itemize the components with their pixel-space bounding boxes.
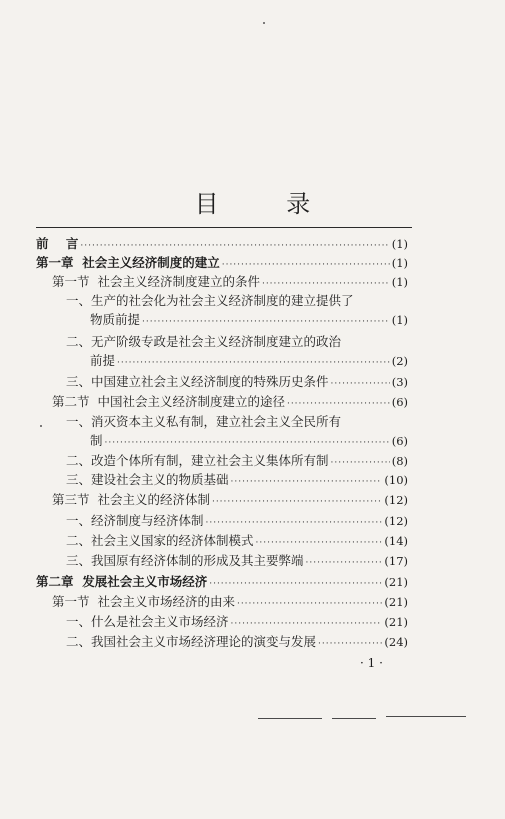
toc-entry-section-1-1: 第一节 社会主义经济制度建立的条件 ····· (1) <box>52 274 408 292</box>
toc-top-rule <box>36 227 412 228</box>
toc-entry-item-1-3-3: 三、我国原有经济体制的形成及其主要弊端 ····· (17) <box>66 553 408 571</box>
toc-entry-item-1-1-2: 二、无产阶级专政是社会主义经济制度建立的政治 <box>66 334 342 349</box>
scan-artifact-line <box>332 718 376 719</box>
toc-entry-item-1-3-2: 二、社会主义国家的经济体制模式 ····· (14) <box>66 533 408 551</box>
toc-entry-item-1-1-2-cont: 前提 ····· (2) <box>90 353 408 371</box>
toc-entry-item-1-1-1: 一、生产的社会化为社会主义经济制度的建立提供了 <box>66 293 354 308</box>
toc-entry-section-1-2: 第二节 中国社会主义经济制度建立的途径 ····· (6) <box>52 394 408 412</box>
scan-artifact-line <box>386 716 466 717</box>
toc-entry-section-1-3: 第三节 社会主义的经济体制 ····· (12) <box>52 492 408 510</box>
page-number: · 1 · <box>360 656 383 670</box>
toc-entry-chapter-2: 第二章 发展社会主义市场经济 ····· (21) <box>36 574 408 592</box>
scan-artifact-line <box>258 718 322 719</box>
toc-entry-item-1-1-1-cont: 物质前提 ····· (1) <box>90 312 408 330</box>
scan-speck <box>40 425 42 427</box>
toc-entry-item-1-3-1: 一、经济制度与经济体制 ····· (12) <box>66 513 408 531</box>
toc-entry-section-2-1: 第一节 社会主义市场经济的由来 ····· (21) <box>52 594 408 612</box>
toc-entry-item-1-2-1: 一、消灭资本主义私有制，建立社会主义全民所有 <box>66 414 342 429</box>
toc-entry-preface: 前 言 ····· (1) <box>36 236 408 254</box>
toc-entry-item-1-2-1-cont: 制 ····· (6) <box>90 433 408 451</box>
page-title: 目 录 <box>194 190 341 219</box>
toc-entry-item-2-1-2: 二、我国社会主义市场经济理论的演变与发展 ····· (24) <box>66 634 408 652</box>
toc-entry-item-1-2-3: 三、建设社会主义的物质基础 ····· (10) <box>66 472 408 490</box>
toc-entry-item-1-1-3: 三、中国建立社会主义经济制度的特殊历史条件 ····· (3) <box>66 374 408 392</box>
toc-entry-chapter-1: 第一章 社会主义经济制度的建立 ····· (1) <box>36 255 408 273</box>
scan-speck <box>263 22 265 24</box>
toc-entry-item-1-2-2: 二、改造个体所有制，建立社会主义集体所有制 ····· (8) <box>66 453 408 471</box>
toc-entry-item-2-1-1: 一、什么是社会主义市场经济 ····· (21) <box>66 614 408 632</box>
